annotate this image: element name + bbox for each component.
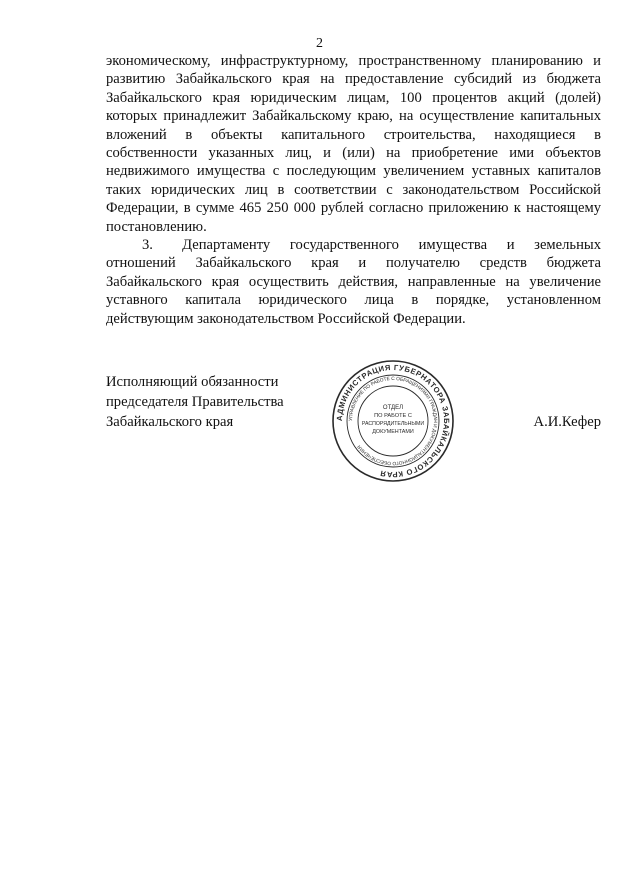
seal-center-line-3: РАСПОРЯДИТЕЛЬНЫМИ	[361, 421, 425, 427]
paragraph-3-number: 3.	[142, 237, 153, 254]
signature-position-line-2: председателя Правительства	[106, 394, 284, 410]
seal-center-line-4: ДОКУМЕНТАМИ	[372, 429, 414, 435]
signature-position-line-3: Забайкальского края	[106, 414, 234, 430]
seal-center-line-2: ПО РАБОТЕ С	[374, 413, 412, 419]
seal-center-line-1: ОТДЕЛ	[382, 405, 404, 411]
paragraph-continued: экономическому, инфраструктурному, пространственному планированию и развитию Забайкальского края на предоставление субсидий из бюджета Забайкальского края юридическим лицам, 100 процентов акций (долей) которых принадлежит Забайкальскому краю, на осуществление капитальных вложений в объекты капитального строительства, находящиеся в собственности указанных лиц, и (или) на приобретение ими объектов недвижимого имущества с последующим увеличением уставных капиталов таких юридических лиц в соответствии с законодательством Российской Федерации, в сумме 465 250 000 рублей согласно приложению к настоящему постановлению.	[106, 53, 601, 235]
document-body	[106, 52, 601, 328]
paragraph-3-text: Департаменту государственного имущества и земельных отношений Забайкальского края и получателю средств бюджета Забайкальского края осуществить действия, направленные на увеличение уставного капитала юридического лица в порядке, установленном действующим законодательством Российской Федерации.	[106, 237, 601, 327]
official-seal-stamp	[330, 358, 456, 484]
signature-position	[106, 372, 326, 432]
seal-inner-ring-text: УПРАВЛЕНИЕ ПО РАБОТЕ С ОБРАЩЕНИЯМИ ГРАЖДАН И ДОКУМЕНТАЦИОННОГО ОБЕСПЕЧЕНИЯ	[348, 376, 438, 466]
paragraph-3	[106, 236, 601, 328]
signature-position-line-1: Исполняющий обязанности	[106, 374, 279, 390]
page-number: 2	[316, 36, 323, 51]
seal-outer-ring-text: АДМИНИСТРАЦИЯ ГУБЕРНАТОРА ЗАБАЙКАЛЬСКОГО КРАЯ	[334, 362, 452, 480]
signer-name: А.И.Кефер	[533, 414, 601, 430]
